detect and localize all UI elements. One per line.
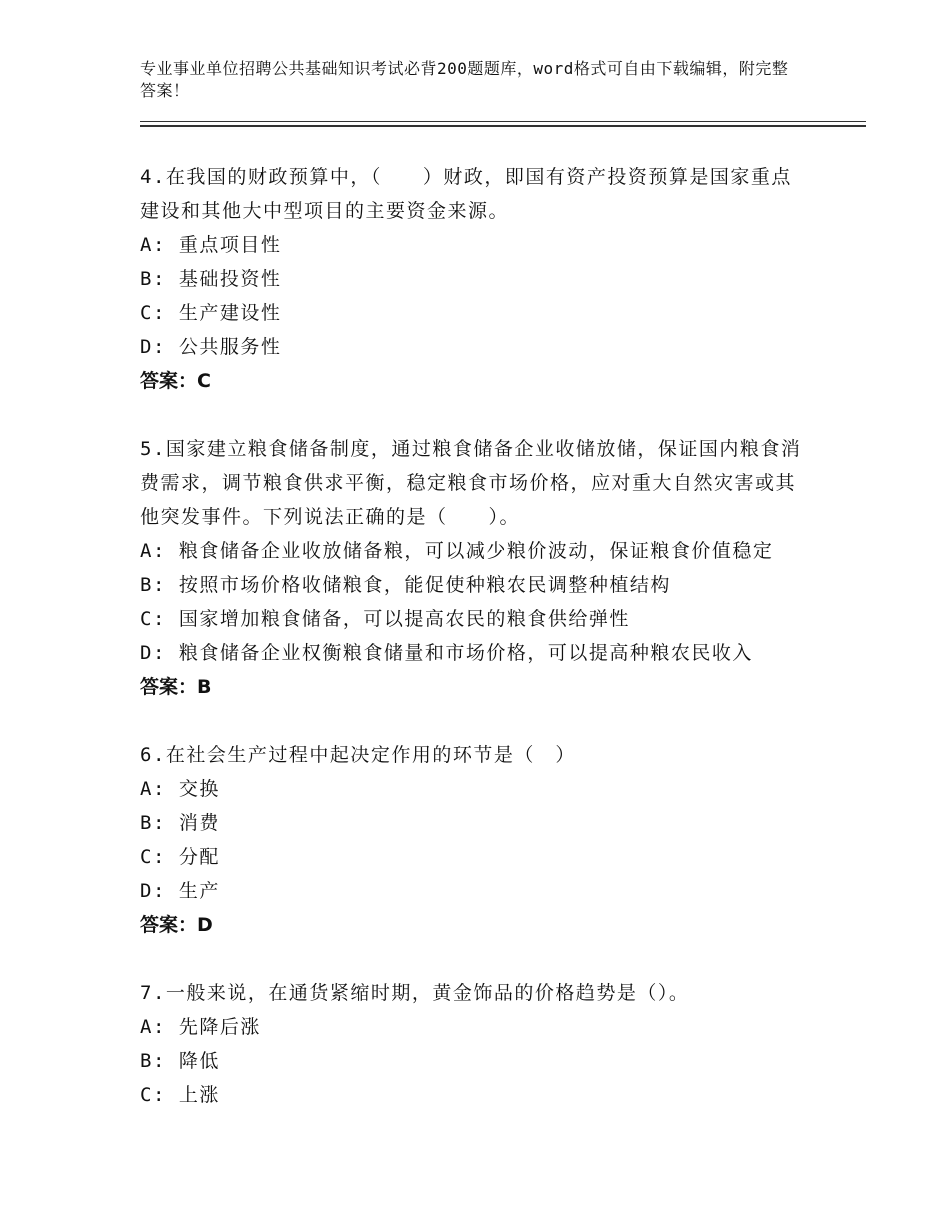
question-stem: 5.国家建立粮食储备制度，通过粮食储备企业收储放储，保证国内粮食消费需求，调节粮食供求平衡，稳定粮食市场价格，应对重大自然灾害或其他突发事件。下列说法正确的是（ ）。 — [140, 438, 802, 528]
option-a: A: 粮食储备企业收放储备粮，可以减少粮价波动，保证粮食价值稳定 — [140, 540, 774, 562]
answer: 答案：D — [140, 914, 213, 936]
question-list — [140, 160, 810, 1146]
option-c: C: 分配 — [140, 846, 220, 868]
question-4 — [140, 160, 810, 398]
option-c: C: 上涨 — [140, 1084, 220, 1106]
question-stem: 6.在社会生产过程中起决定作用的环节是（ ） — [140, 744, 576, 766]
question-6 — [140, 738, 810, 942]
option-d: D: 公共服务性 — [140, 336, 282, 358]
option-a: A: 重点项目性 — [140, 234, 282, 256]
answer: 答案：B — [140, 676, 212, 698]
option-c: C: 国家增加粮食储备，可以提高农民的粮食供给弹性 — [140, 608, 630, 630]
page-header: 专业事业单位招聘公共基础知识考试必背200题题库，word格式可自由下载编辑，附完整答案！ — [140, 59, 789, 100]
question-5 — [140, 432, 810, 704]
option-c: C: 生产建设性 — [140, 302, 282, 324]
header-rule-thick — [140, 125, 866, 127]
option-b: B: 降低 — [140, 1050, 220, 1072]
answer: 答案：C — [140, 370, 211, 392]
option-b: B: 基础投资性 — [140, 268, 282, 290]
option-b: B: 按照市场价格收储粮食，能促使种粮农民调整种植结构 — [140, 574, 671, 596]
option-a: A: 先降后涨 — [140, 1016, 261, 1038]
option-b: B: 消费 — [140, 812, 220, 834]
option-a: A: 交换 — [140, 778, 220, 800]
header-rule-thin — [140, 121, 866, 122]
option-d: D: 生产 — [140, 880, 220, 902]
question-7 — [140, 976, 810, 1112]
option-d: D: 粮食储备企业权衡粮食储量和市场价格，可以提高种粮农民收入 — [140, 642, 753, 664]
question-stem: 7.一般来说，在通货紧缩时期，黄金饰品的价格趋势是（）。 — [140, 982, 690, 1004]
question-stem: 4.在我国的财政预算中，（ ）财政，即国有资产投资预算是国家重点建设和其他大中型项目的主要资金来源。 — [140, 166, 792, 222]
